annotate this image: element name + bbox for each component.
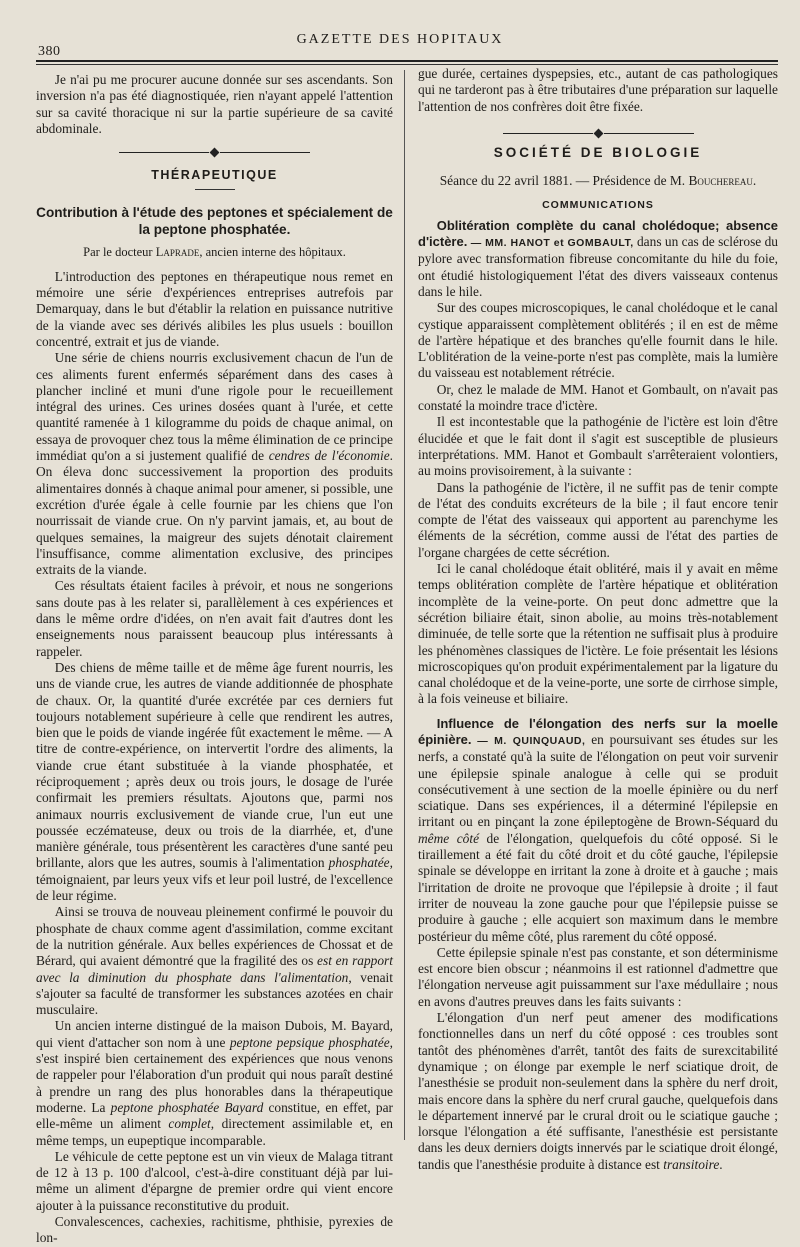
article-title: Contribution à l'étude des peptones et spécialement de la peptone phosphatée. xyxy=(36,205,393,238)
paragraph: Une série de chiens nourris exclusivement chacun de l'un de ces aliments furent enfermés séparément dans des cases à plancher incliné et muni d'une rigole pour le recueillement intégral des urines. Ces urines dosées quant à l'urée, et cette quantité ramenée à 1 kilogramme du poids de chaque animal, on essaya de provoquer chez tous la même élimination de ce principe immédiat qu'on a si justement qualifié de cendres de l'économie. On éleva donc successivement la proportion des produits alimentaires donnés à chaque animal pour amener, si possible, une excrétion d'urée égale à celle fournie par les chiens que l'on nourrissait de viande crue. On n'y parvint jamais, et, au bout de quelques semaines, la maigreur des sujets dénotait clairement l'insuffisance, comme alimentation exclusive, des principes extraits de la viande. xyxy=(36,350,393,578)
paragraph: Ici le canal cholédoque était oblitéré, mais il y avait en même temps oblitération complète de l'artère hépatique et oblitération incomplète de la veine-porte. On peut donc admettre que la sécrétion biliaire était, sinon abolie, au moins très-notablement diminuée, de telle sorte que la rétention ne suffisait plus à produire les phénomènes classiques de l'ictère. Le foie présentait les lésions microscopiques qu'on produit expérimentalement par la ligature du canal cholédoque et de la veine-porte, une sorte de cirrhose simple, à la fois veineuse et biliaire. xyxy=(418,561,778,707)
authors: — M. QUINQUAUD, xyxy=(477,734,586,747)
section-ornament xyxy=(418,125,778,135)
paragraph: Dans la pathogénie de l'ictère, il ne suffit pas de tenir compte de l'état des conduits excréteurs de la bile ; il faut encore tenir compte de l'état des vaisseaux qui apportent au parenchyme les éléments de la sécrétion, comme aussi de l'état des parties de l'organe chargées de cette sécrétion. xyxy=(418,479,778,560)
paragraph: Convalescences, cachexies, rachitisme, phthisie, pyrexies de lon- xyxy=(36,1214,393,1246)
paragraph: Sur des coupes microscopiques, le canal cholédoque et le canal cystique apparaissent complètement oblitérés ; il en est de même de l'artère hépatique et des branches qu'elle fournit dans le hile. L'oblitération de la veine-porte n'est pas complète, mais la lumière du vaisseau est notablement rétrécie. xyxy=(418,300,778,381)
section-title: THÉRAPEUTIQUE xyxy=(151,168,278,183)
paragraph: gue durée, certaines dyspepsies, etc., autant de cas pathologiques qui ne tarderont pas à être tributaires d'une préparation sur laquelle l'attention de nos confrères doit être fixée. xyxy=(418,66,778,114)
page-number: 380 xyxy=(38,44,61,59)
article-title: Influence de l'élongation des nerfs sur la moelle épinière. xyxy=(418,715,778,747)
paragraph: Cette épilepsie spinale n'est pas constante, et son déterminisme est encore bien obscur ; néanmoins il est rationnel d'admettre que l'élongation nerveuse agit puissamment sur l'axe médullaire ; nous en avons d'autres preuves dans les faits suivants : xyxy=(418,944,778,1009)
paragraph: Oblitération complète du canal cholédoque; absence d'ictère. — MM. HANOT et GOMBAULT, dans un cas de sclérose du pylore avec transformation fibreuse concomitante du hile du foie, ont étudié histologiquement l'état des divers vaisseaux contenus dans le hile. xyxy=(418,217,778,299)
authors: — MM. HANOT et GOMBAULT, xyxy=(470,237,634,250)
paragraph: L'introduction des peptones en thérapeutique nous remet en mémoire une série d'expériences entreprises autrefois par Demarquay, dans le but d'établir la relation en puissance nutritive de la viande avec ses dérivés alibiles les plus usuels : bouillon concentré, extrait et jus de viande. xyxy=(36,268,393,349)
byline: Par le docteur Laprade, ancien interne des hôpitaux. xyxy=(83,245,346,260)
left-column xyxy=(36,72,393,1247)
president-name: Bouchereau xyxy=(688,173,753,189)
column-divider xyxy=(404,70,405,1140)
session-line: Séance du 22 avril 1881. — Présidence de M. Bouchereau. xyxy=(439,173,757,189)
paragraph: Le véhicule de cette peptone est un vin vieux de Malaga titrant de 12 à 13 p. 100 d'alcool, c'est-à-dire constituant déjà par lui-même un aliment d'épargne de premier ordre qui vient encore ajouter à la puissance reconstitutive du produit. xyxy=(36,1148,393,1213)
paragraph: Ces résultats étaient faciles à prévoir, et nous ne songerions sans doute pas à les relater si, parallèlement à ces expériences et dans le même ordre d'idées, on n'en avait fait d'autres dont les enseignements nous paraissent beaucoup plus intéressants à rappeler. xyxy=(36,578,393,659)
section-title: SOCIÉTÉ DE BIOLOGIE xyxy=(493,144,703,160)
short-rule xyxy=(195,189,235,190)
header-rule xyxy=(36,60,778,62)
section-ornament xyxy=(36,143,393,153)
header-rule-thin xyxy=(36,64,778,65)
paragraph: Or, chez le malade de MM. Hanot et Gombault, on n'avait pas constaté la moindre trace d'ictère. xyxy=(418,381,778,414)
paragraph: Influence de l'élongation des nerfs sur la moelle épinière. — M. QUINQUAUD, en poursuivant ses études sur les nerfs, a constaté qu'à la suite de l'élongation on peut voir survenir une épilepsie spinale analogue à celle qui se produit consécutivement à une section de la moelle épinière ou du nerf sciatique. Dans ses expériences, il a déterminé l'épilepsie en irritant ou en pinçant la zone épileptogène de Brown-Séquard du même côté de l'élongation, quelquefois du côté opposé. Si le tiraillement a été fait du côté droit et du côté gauche, l'épilepsie spinale se développe en irritant la zone à droite et à gauche ; mais l'irritation de droite ne provoque que l'épilepsie à droite ; il faut irriter de nouveau la zone gauche pour que l'épilepsie puisse se produire à gauche ; elle acquiert son maximum dans le membre postérieur du même côté, plus rarement du côté opposé. xyxy=(418,715,778,944)
paragraph: Un ancien interne distingué de la maison Dubois, M. Bayard, qui vient d'attacher son nom à une peptone pepsique phosphatée, s'est inspiré bien certainement des expériences que nous venons de rappeler pour l'élaboration d'un produit qui nous paraît destiné à prendre un rang des plus honorables dans la thérapeutique moderne. La peptone phosphatée Bayard constitue, en effet, par elle-même un aliment complet, directement assimilable et, en même temps, un eupeptique incomparable. xyxy=(36,1018,394,1148)
paragraph: Il est incontestable que la pathogénie de l'ictère est loin d'être élucidée et que le fait dont il s'agit est susceptible de plusieurs interprétations. MM. Hanot et Gombault s'arrêteraient volontiers, au moins provisoirement, à la suivante : xyxy=(418,414,778,479)
paragraph: L'élongation d'un nerf peut amener des modifications fonctionnelles dans un nerf du côté opposé : ces troubles sont tantôt des phénomènes d'arrêt, tantôt des faits de surexcitabilité dynamique ; on élonge par exemple le nerf sciatique droit, de l'anesthésie se produit non-seulement dans la sphère du nerf droit, mais encore dans la sphère du nerf crural gauche, quelquefois dans le département innervé par le crural droit ou le sciatique gauche ; lorsque l'élongation a été suffisante, l'anesthésie est persistante dans les deux derniers doigts innervés par le sciatique droit élongé, tandis que l'anesthésie produite à distance est transitoire. xyxy=(418,1010,778,1172)
author-name: Laprade xyxy=(155,245,200,260)
subhead: COMMUNICATIONS xyxy=(542,199,654,212)
running-head: GAZETTE DES HOPITAUX xyxy=(296,32,504,47)
right-column xyxy=(418,66,778,1173)
paragraph: Ainsi se trouva de nouveau pleinement confirmé le pouvoir du phosphate de chaux comme agent d'assimilation, comme excitant de la nutrition générale. Aux belles expériences de Chossat et de Bérard, qui avaient démontré que la fragilité des os est en rapport avec la diminution du phosphate dans l'alimentation, venait s'ajouter sa faculté de transformer les substances azotées en chair musculaire. xyxy=(36,904,393,1018)
article-title: Oblitération complète du canal cholédoque; absence d'ictère. xyxy=(418,217,778,250)
paragraph: Des chiens de même taille et de même âge furent nourris, les uns de viande crue, les autres de viande additionnée de phosphate de chaux. Or, la quantité d'urée excrétée par ces derniers fut toujours notablement supérieure à celle que rendirent les autres, bien que le poids de viande ingérée fût exactement le même. — A titre de contre-expérience, on intervertit l'ordre des aliments, la viande crue étant substituée à la viande phosphatée, et réciproquement ; après deux ou trois jours, le dosage de l'urée confirmait les premiers résultats. Ajoutons que, parmi nos animaux nourris exclusivement de viande crue, l'un eut une poussée eczémateuse, deux ou trois de la diarrhée, et, d'une manière générale, tous présentèrent les caractères d'une santé peu brillante, alors que les autres, soumis à l'alimentation phosphatée, témoignaient, par leurs yeux vifs et leur poil lustré, de l'excellence de leur régime. xyxy=(36,659,393,904)
paragraph: Je n'ai pu me procurer aucune donnée sur ses ascendants. Son inversion n'a pas été diagnostiquée, rien n'ayant appelé l'attention sur sa cavité thoracique ni sur la partie supérieure de sa cavité abdominale. xyxy=(36,72,393,136)
